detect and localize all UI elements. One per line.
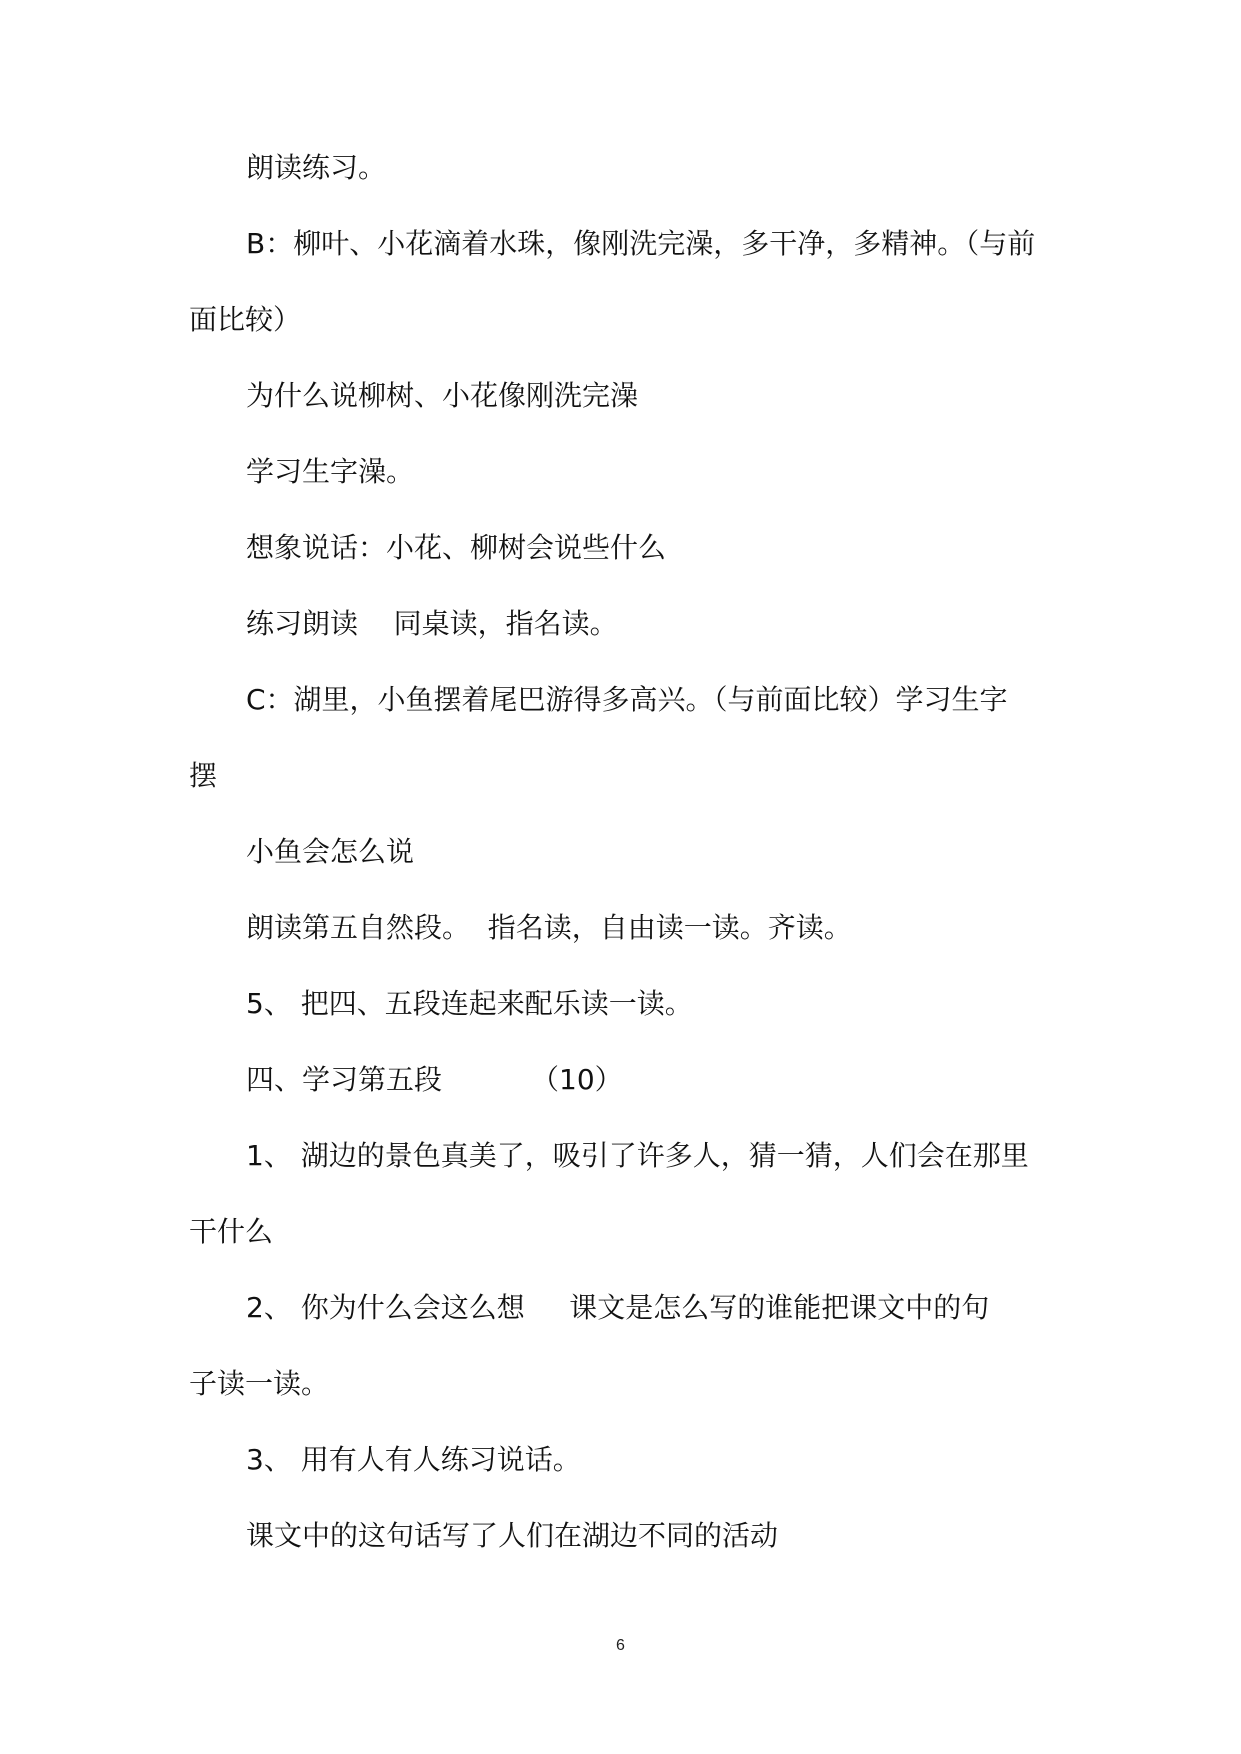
text-line: 面比较） xyxy=(189,303,302,336)
text-line: 干什么 xyxy=(189,1215,274,1248)
text-line: 5、 把四、五段连起来配乐读一读。 xyxy=(246,987,693,1020)
text-line: 学习生字澡。 xyxy=(246,455,415,488)
text-line: 2、 你为什么会这么想 课文是怎么写的谁能把课文中的句 xyxy=(246,1291,990,1324)
page-number: 6 xyxy=(616,1637,625,1654)
text-line: 3、 用有人有人练习说话。 xyxy=(246,1443,581,1476)
text-line: C：湖里，小鱼摆着尾巴游得多高兴。（与前面比较）学习生字 xyxy=(246,683,1008,716)
text-line: 为什么说柳树、小花像刚洗完澡 xyxy=(246,379,639,412)
text-line: B：柳叶、小花滴着水珠，像刚洗完澡，多干净，多精神。（与前 xyxy=(246,227,1036,260)
text-line: 小鱼会怎么说 xyxy=(246,835,415,868)
text-line: 朗读练习。 xyxy=(246,151,387,184)
text-line: 1、 湖边的景色真美了，吸引了许多人，猜一猜，人们会在那里 xyxy=(246,1139,1029,1172)
text-line: 朗读第五自然段。 指名读，自由读一读。齐读。 xyxy=(246,911,852,944)
text-line: 想象说话：小花、柳树会说些什么 xyxy=(246,531,667,564)
text-line: 摆 xyxy=(189,759,218,792)
text-line: 练习朗读 同桌读，指名读。 xyxy=(246,607,618,640)
text-line: 子读一读。 xyxy=(189,1367,330,1400)
text-line: 四、学习第五段 （10） xyxy=(246,1063,623,1096)
text-line: 课文中的这句话写了人们在湖边不同的活动 xyxy=(246,1519,779,1552)
